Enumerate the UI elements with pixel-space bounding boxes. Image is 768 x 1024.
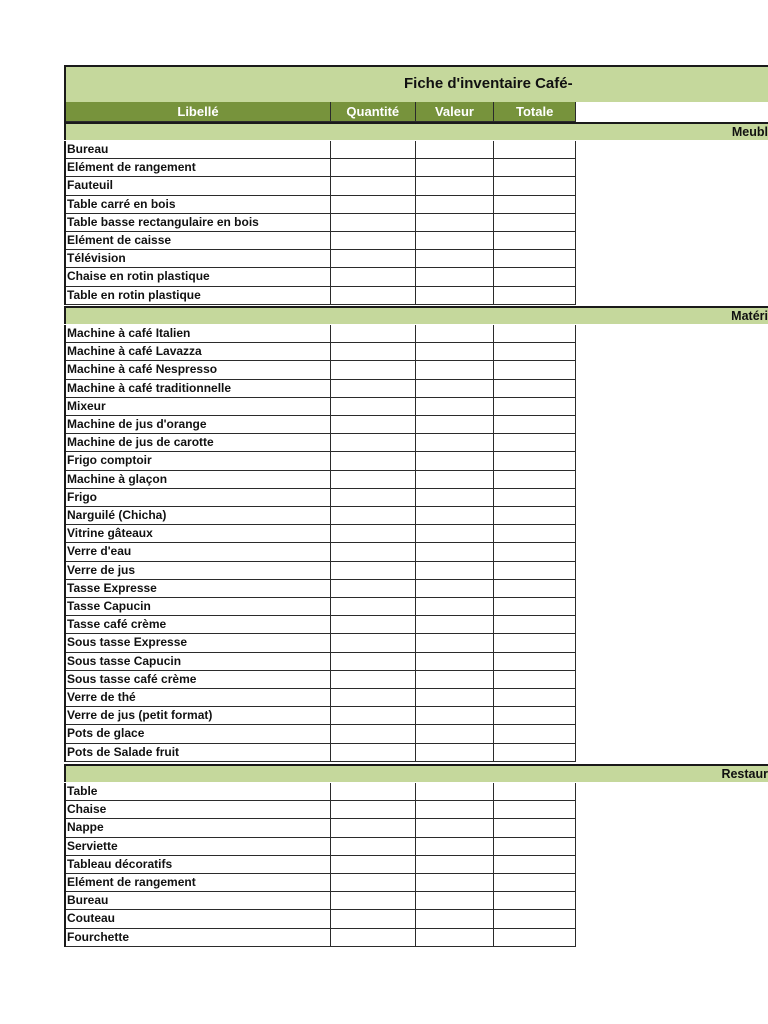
table-row [64,616,576,634]
quantity-cell[interactable] [331,287,416,305]
value-cell[interactable] [416,856,495,874]
quantity-cell[interactable] [331,744,416,762]
table-row [64,598,576,616]
quantity-cell[interactable] [331,707,416,725]
total-cell[interactable] [494,343,576,361]
quantity-cell[interactable] [331,929,416,947]
column-header-row [64,102,576,122]
value-cell[interactable] [416,471,495,489]
item-label-cell[interactable]: Pots de Salade fruit [66,744,331,762]
item-label-cell[interactable]: Fourchette [66,929,331,947]
item-label-cell[interactable]: Elément de rangement [66,159,331,177]
total-cell[interactable] [494,562,576,580]
table-row [64,634,576,652]
value-cell[interactable] [416,507,495,525]
table-row [64,471,576,489]
quantity-cell[interactable] [331,725,416,743]
table-row [64,159,576,177]
item-label-cell[interactable]: Machine à café Lavazza [66,343,331,361]
item-label-cell[interactable]: Bureau [66,141,331,159]
table-row [64,416,576,434]
quantity-cell[interactable] [331,616,416,634]
total-cell[interactable] [494,653,576,671]
table-row [64,671,576,689]
item-label-cell[interactable]: Fauteuil [66,177,331,195]
quantity-cell[interactable] [331,525,416,543]
total-cell[interactable] [494,177,576,195]
total-cell[interactable] [494,671,576,689]
quantity-cell[interactable] [331,671,416,689]
item-label-cell[interactable]: Machine à café traditionnelle [66,380,331,398]
total-cell[interactable] [494,361,576,379]
value-cell[interactable] [416,177,495,195]
item-label-cell[interactable]: Frigo comptoir [66,452,331,470]
value-cell[interactable] [416,287,495,305]
total-cell[interactable] [494,398,576,416]
item-label-cell[interactable]: Nappe [66,819,331,837]
quantity-cell[interactable] [331,398,416,416]
total-cell[interactable] [494,580,576,598]
item-label-cell[interactable]: Tableau décoratifs [66,856,331,874]
quantity-cell[interactable] [331,361,416,379]
item-label-cell[interactable]: Machine à glaçon [66,471,331,489]
value-cell[interactable] [416,874,495,892]
quantity-cell[interactable] [331,416,416,434]
item-label-cell[interactable]: Machine de jus d'orange [66,416,331,434]
item-label-cell[interactable]: Table basse rectangulaire en bois [66,214,331,232]
value-cell[interactable] [416,783,495,801]
item-label-cell[interactable]: Tasse café crème [66,616,331,634]
table-row [64,361,576,379]
quantity-cell[interactable] [331,250,416,268]
quantity-cell[interactable] [331,268,416,286]
table-row [64,929,576,947]
value-cell[interactable] [416,343,495,361]
value-cell[interactable] [416,250,495,268]
quantity-cell[interactable] [331,801,416,819]
value-cell[interactable] [416,744,495,762]
value-cell[interactable] [416,196,495,214]
total-cell[interactable] [494,634,576,652]
item-label-cell[interactable]: Table carré en bois [66,196,331,214]
quantity-cell[interactable] [331,783,416,801]
quantity-cell[interactable] [331,653,416,671]
value-cell[interactable] [416,838,495,856]
quantity-cell[interactable] [331,177,416,195]
total-cell[interactable] [494,543,576,561]
quantity-cell[interactable] [331,838,416,856]
item-label-cell[interactable]: Verre de jus (petit format) [66,707,331,725]
value-cell[interactable] [416,562,495,580]
table-row [64,725,576,743]
item-label-cell[interactable]: Bureau [66,892,331,910]
quantity-cell[interactable] [331,634,416,652]
item-label-cell[interactable]: Pots de glace [66,725,331,743]
table-row [64,489,576,507]
section-title: Restaur [721,767,768,781]
quantity-cell[interactable] [331,580,416,598]
item-label-cell[interactable]: Sous tasse Capucin [66,653,331,671]
value-cell[interactable] [416,910,495,928]
total-cell[interactable] [494,287,576,305]
table-row [64,525,576,543]
quantity-cell[interactable] [331,489,416,507]
section-title: Matéri [731,309,768,323]
item-label-cell[interactable]: Sous tasse Expresse [66,634,331,652]
table-row [64,856,576,874]
quantity-cell[interactable] [331,892,416,910]
quantity-cell[interactable] [331,910,416,928]
value-cell[interactable] [416,361,495,379]
quantity-cell[interactable] [331,380,416,398]
item-label-cell[interactable]: Machine de jus de carotte [66,434,331,452]
item-label-cell[interactable]: Tasse Capucin [66,598,331,616]
header-quantite[interactable]: Quantité [331,102,416,122]
item-label-cell[interactable]: Elément de caisse [66,232,331,250]
value-cell[interactable] [416,892,495,910]
value-cell[interactable] [416,416,495,434]
value-cell[interactable] [416,434,495,452]
table-row [64,343,576,361]
total-cell[interactable] [494,325,576,343]
total-cell[interactable] [494,141,576,159]
section-band [64,122,768,140]
table-row [64,819,576,837]
quantity-cell[interactable] [331,874,416,892]
total-cell[interactable] [494,598,576,616]
table-row [64,398,576,416]
quantity-cell[interactable] [331,819,416,837]
total-cell[interactable] [494,910,576,928]
total-cell[interactable] [494,689,576,707]
value-cell[interactable] [416,325,495,343]
value-cell[interactable] [416,232,495,250]
header-totale[interactable]: Totale [494,102,576,122]
total-cell[interactable] [494,489,576,507]
quantity-cell[interactable] [331,434,416,452]
table-row [64,452,576,470]
total-cell[interactable] [494,783,576,801]
item-label-cell[interactable]: Table en rotin plastique [66,287,331,305]
item-label-cell[interactable]: Verre d'eau [66,543,331,561]
item-label-cell[interactable]: Couteau [66,910,331,928]
total-cell[interactable] [494,416,576,434]
value-cell[interactable] [416,159,495,177]
table-row [64,250,576,268]
table-row [64,838,576,856]
table-row [64,801,576,819]
section-band [64,764,768,782]
section-band [64,306,768,324]
quantity-cell[interactable] [331,856,416,874]
quantity-cell[interactable] [331,325,416,343]
total-cell[interactable] [494,929,576,947]
total-cell[interactable] [494,250,576,268]
quantity-cell[interactable] [331,689,416,707]
table-row [64,580,576,598]
item-label-cell[interactable]: Vitrine gâteaux [66,525,331,543]
value-cell[interactable] [416,707,495,725]
value-cell[interactable] [416,616,495,634]
item-label-cell[interactable]: Tasse Expresse [66,580,331,598]
total-cell[interactable] [494,196,576,214]
total-cell[interactable] [494,471,576,489]
table-row [64,380,576,398]
total-cell[interactable] [494,801,576,819]
total-cell[interactable] [494,744,576,762]
quantity-cell[interactable] [331,343,416,361]
table-row [64,653,576,671]
header-valeur[interactable]: Valeur [416,102,495,122]
value-cell[interactable] [416,929,495,947]
item-label-cell[interactable]: Chaise en rotin plastique [66,268,331,286]
value-cell[interactable] [416,141,495,159]
table-row [64,783,576,801]
quantity-cell[interactable] [331,141,416,159]
value-cell[interactable] [416,671,495,689]
value-cell[interactable] [416,598,495,616]
value-cell[interactable] [416,268,495,286]
total-cell[interactable] [494,892,576,910]
table-row [64,434,576,452]
quantity-cell[interactable] [331,159,416,177]
total-cell[interactable] [494,380,576,398]
value-cell[interactable] [416,489,495,507]
quantity-cell[interactable] [331,196,416,214]
header-libelle[interactable]: Libellé [66,102,331,122]
table-row [64,507,576,525]
table-row [64,196,576,214]
total-cell[interactable] [494,507,576,525]
quantity-cell[interactable] [331,543,416,561]
total-cell[interactable] [494,525,576,543]
quantity-cell[interactable] [331,471,416,489]
total-cell[interactable] [494,434,576,452]
item-label-cell[interactable]: Verre de thé [66,689,331,707]
item-label-cell[interactable]: Machine à café Italien [66,325,331,343]
total-cell[interactable] [494,268,576,286]
value-cell[interactable] [416,214,495,232]
value-cell[interactable] [416,525,495,543]
total-cell[interactable] [494,819,576,837]
item-label-cell[interactable]: Machine à café Nespresso [66,361,331,379]
value-cell[interactable] [416,653,495,671]
section-title: Meubl [731,125,768,139]
title-band [64,65,768,102]
quantity-cell[interactable] [331,598,416,616]
quantity-cell[interactable] [331,214,416,232]
table-row [64,543,576,561]
quantity-cell[interactable] [331,562,416,580]
value-cell[interactable] [416,580,495,598]
total-cell[interactable] [494,838,576,856]
table-row [64,744,576,762]
item-label-cell[interactable]: Table [66,783,331,801]
item-label-cell[interactable]: Sous tasse café crème [66,671,331,689]
quantity-cell[interactable] [331,452,416,470]
total-cell[interactable] [494,725,576,743]
total-cell[interactable] [494,856,576,874]
table-row [64,325,576,343]
table-row [64,287,576,305]
value-cell[interactable] [416,543,495,561]
total-cell[interactable] [494,616,576,634]
item-label-cell[interactable]: Télévision [66,250,331,268]
total-cell[interactable] [494,707,576,725]
total-cell[interactable] [494,159,576,177]
total-cell[interactable] [494,874,576,892]
total-cell[interactable] [494,214,576,232]
table-row [64,177,576,195]
value-cell[interactable] [416,725,495,743]
value-cell[interactable] [416,689,495,707]
table-row [64,214,576,232]
quantity-cell[interactable] [331,232,416,250]
quantity-cell[interactable] [331,507,416,525]
table-row [64,689,576,707]
value-cell[interactable] [416,634,495,652]
value-cell[interactable] [416,801,495,819]
table-row [64,707,576,725]
item-label-cell[interactable]: Verre de jus [66,562,331,580]
table-row [64,910,576,928]
item-label-cell[interactable]: Chaise [66,801,331,819]
table-row [64,268,576,286]
item-label-cell[interactable]: Serviette [66,838,331,856]
total-cell[interactable] [494,452,576,470]
item-label-cell[interactable]: Frigo [66,489,331,507]
value-cell[interactable] [416,819,495,837]
table-row [64,232,576,250]
item-label-cell[interactable]: Narguilé (Chicha) [66,507,331,525]
table-row [64,141,576,159]
sheet-title: Fiche d'inventaire Café- [404,75,573,92]
item-label-cell[interactable]: Elément de rangement [66,874,331,892]
value-cell[interactable] [416,452,495,470]
item-label-cell[interactable]: Mixeur [66,398,331,416]
value-cell[interactable] [416,398,495,416]
total-cell[interactable] [494,232,576,250]
table-row [64,874,576,892]
table-row [64,892,576,910]
table-row [64,562,576,580]
value-cell[interactable] [416,380,495,398]
